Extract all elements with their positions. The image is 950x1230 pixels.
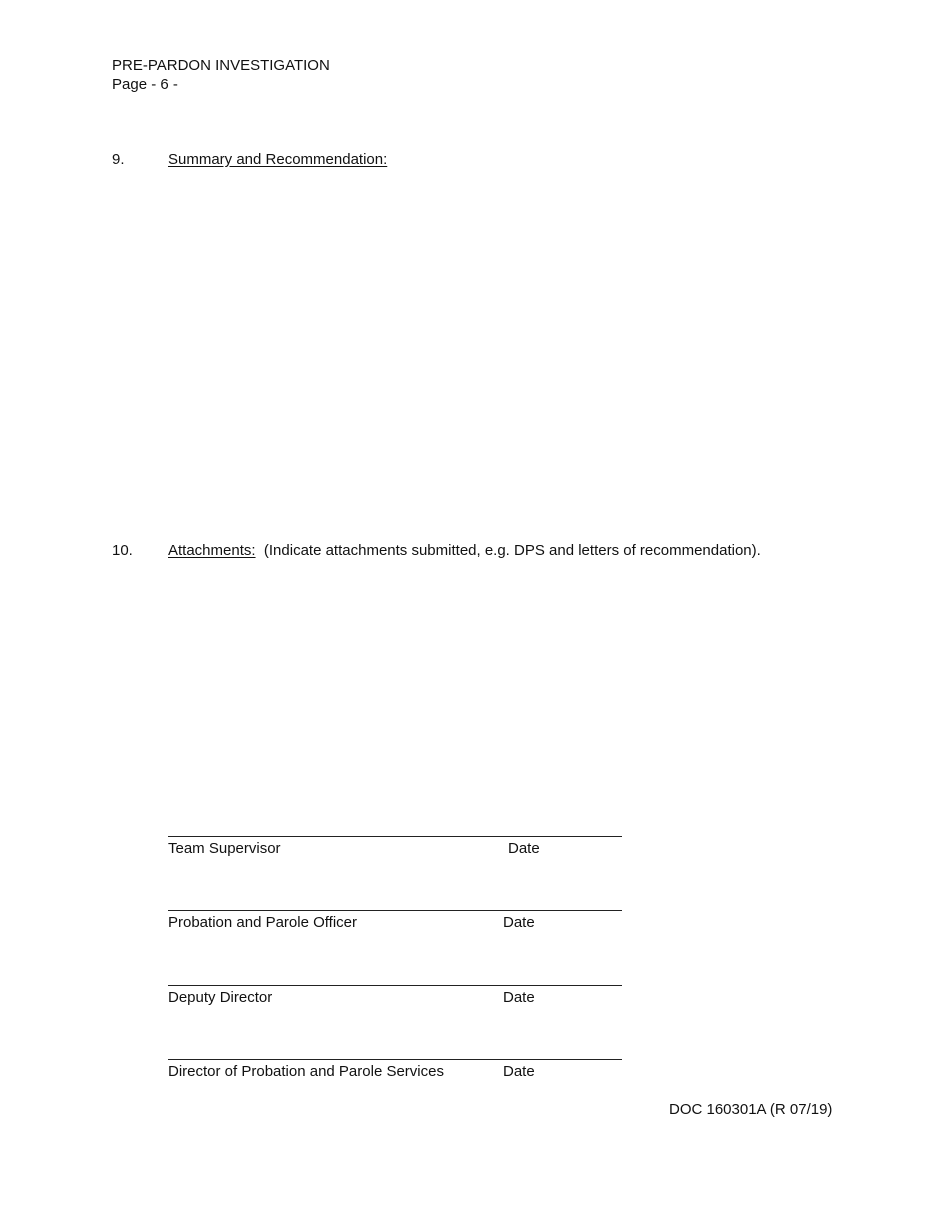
- section-10-heading: Attachments:: [168, 542, 256, 559]
- signature-date-label: Date: [508, 840, 540, 857]
- signature-role-director-probation-parole: Director of Probation and Parole Services: [168, 1063, 444, 1080]
- signature-line-probation-parole-officer[interactable]: [168, 910, 622, 911]
- page-number: Page - 6 -: [112, 76, 178, 93]
- summary-recommendation-area[interactable]: [168, 175, 838, 520]
- form-identifier: DOC 160301A (R 07/19): [669, 1101, 833, 1118]
- signature-date-label: Date: [503, 989, 535, 1006]
- signature-role-team-supervisor: Team Supervisor: [168, 840, 281, 857]
- signature-date-label: Date: [503, 914, 535, 931]
- signature-date-label: Date: [503, 1063, 535, 1080]
- section-10-note: (Indicate attachments submitted, e.g. DPS and letters of recommendation).: [263, 542, 761, 559]
- signature-line-team-supervisor[interactable]: [168, 836, 622, 837]
- section-10-number: 10.: [112, 542, 133, 559]
- signature-role-probation-parole-officer: Probation and Parole Officer: [168, 914, 358, 931]
- section-10-text: [168, 542, 761, 560]
- signature-line-deputy-director[interactable]: [168, 985, 622, 986]
- section-9-heading: Summary and Recommendation:: [168, 151, 388, 168]
- signature-line-director-probation-parole[interactable]: [168, 1059, 622, 1060]
- signature-role-deputy-director: Deputy Director: [168, 989, 273, 1006]
- attachments-area[interactable]: [168, 566, 838, 806]
- document-title: PRE-PARDON INVESTIGATION: [112, 57, 330, 74]
- section-9-number: 9.: [112, 151, 125, 168]
